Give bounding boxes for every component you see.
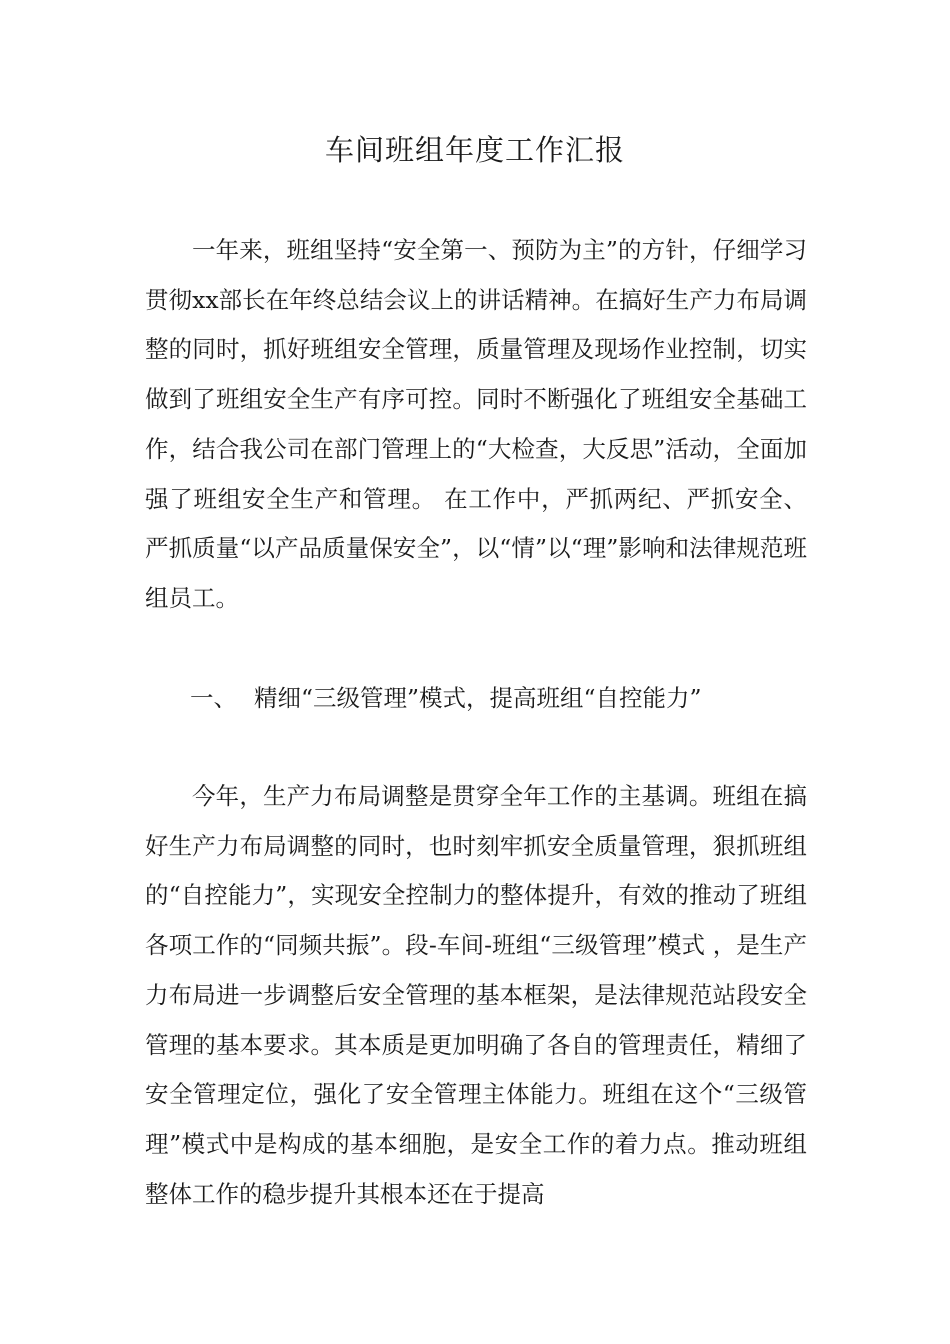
intro-paragraph: 一年来，班组坚持“安全第一、预防为主”的方针，仔细学习贯彻xx部长在年终总结会议上的讲话精神。在搞好生产力布局调整的同时，抓好班组安全管理，质量管理及现场作业控制，切实做到了班组安全生产有序可控。同时不断强化了班组安全基础工作，结合我公司在部门管理上的“大检查，大反思”活动，全面加强了班组安全生产和管理。 在工作中，严抓两纪、严抓安全、严抓质量“以产品质量保安全”，以“情”以“理”影响和法律规范班组员工。 — [145, 236, 807, 612]
document-title: 车间班组年度工作汇报 — [324, 133, 625, 167]
section-heading-text: 精细“三级管理”模式，提高班组“自控能力” — [254, 684, 702, 712]
section-number: 一、 — [190, 684, 237, 712]
section-heading — [190, 674, 702, 724]
body-paragraph: 今年，生产力布局调整是贯穿全年工作的主基调。班组在搞好生产力布局调整的同时，也时刻牢抓安全质量管理，狠抓班组的“自控能力”，实现安全控制力的整体提升，有效的推动了班组各项工作的“同频共振”。段-车间-班组“三级管理”模式 ，是生产力布局进一步调整后安全管理的基本框架，是法律规范站段安全管理的基本要求。其本质是更加明确了各自的管理责任，精细了安全管理定位，强化了安全管理主体能力。班组在这个“三级管理”模式中是构成的基本细胞，是安全工作的着力点。推动班组整体工作的稳步提升其根本还在于提高 — [145, 782, 807, 1208]
